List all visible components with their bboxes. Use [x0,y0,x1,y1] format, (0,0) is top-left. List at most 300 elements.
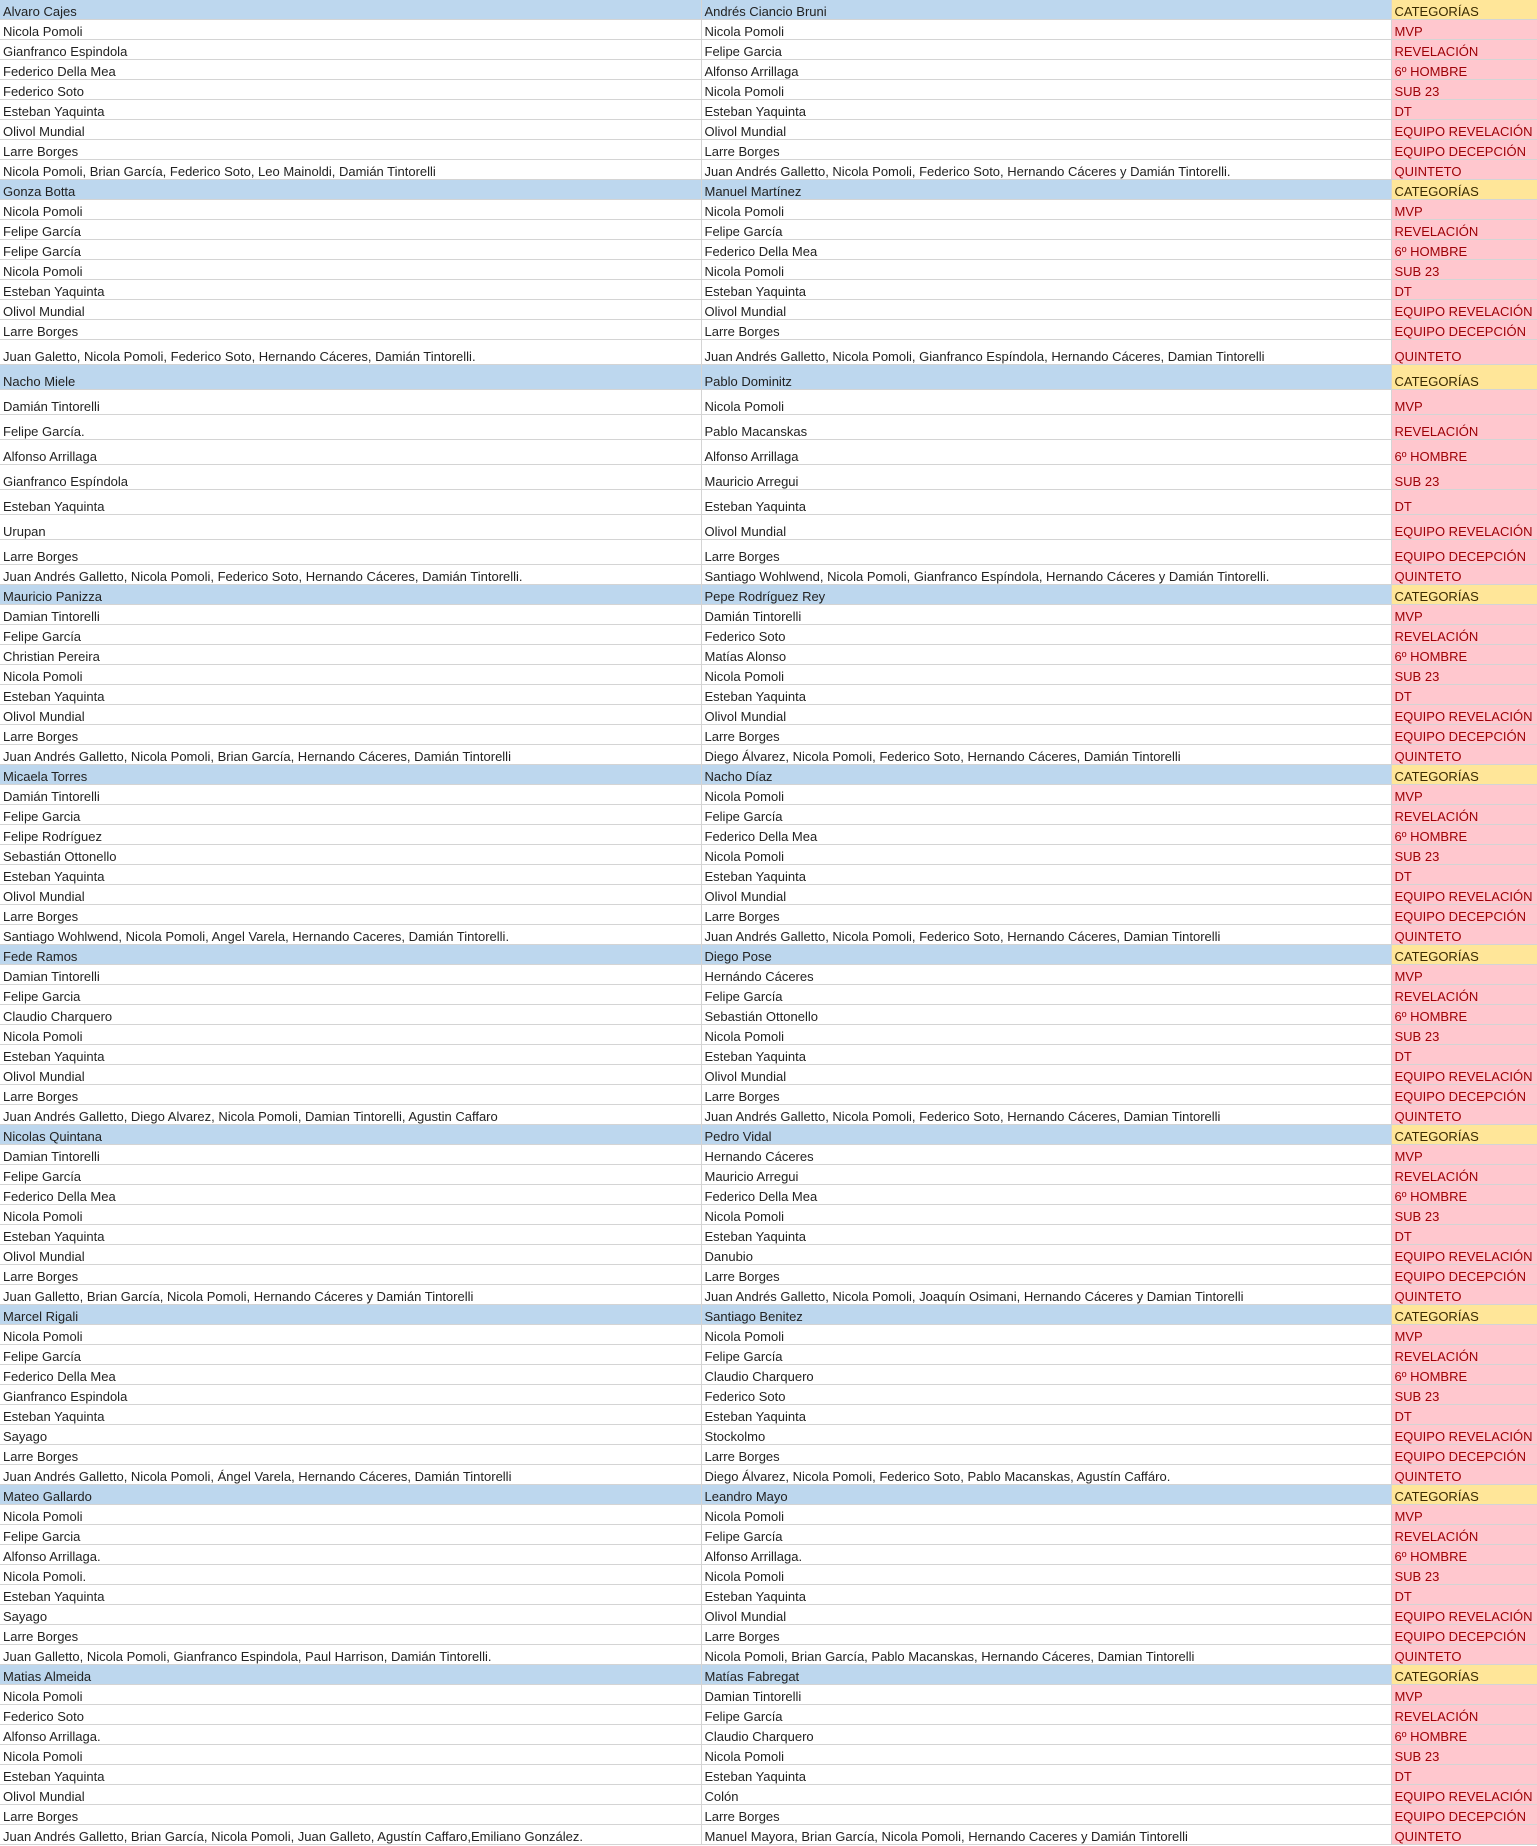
voter-name-cell[interactable]: Matías Fabregat [701,1665,1391,1685]
vote-cell[interactable]: Danubio [701,1245,1391,1265]
vote-cell[interactable]: Nicola Pomoli [701,390,1391,415]
vote-row [0,1605,1537,1625]
vote-cell[interactable]: Olivol Mundial [0,705,701,725]
voter-name-cell[interactable]: Nacho Miele [0,365,701,390]
category-cell[interactable]: QUINTETO [1391,160,1537,180]
category-cell[interactable]: 6º HOMBRE [1391,645,1537,665]
vote-cell[interactable]: Felipe García. [0,415,701,440]
vote-cell[interactable]: Felipe García [701,805,1391,825]
category-cell[interactable]: REVELACIÓN [1391,985,1537,1005]
category-cell[interactable]: 6º HOMBRE [1391,1185,1537,1205]
category-cell[interactable]: EQUIPO REVELACIÓN [1391,515,1537,540]
categories-header-cell[interactable]: CATEGORÍAS [1391,765,1537,785]
vote-cell[interactable]: Urupan [0,515,701,540]
category-cell[interactable]: QUINTETO [1391,565,1537,585]
category-cell[interactable]: SUB 23 [1391,1745,1537,1765]
category-cell[interactable]: EQUIPO DECEPCIÓN [1391,905,1537,925]
category-cell[interactable]: 6º HOMBRE [1391,1725,1537,1745]
vote-cell[interactable]: Colón [701,1785,1391,1805]
category-cell[interactable]: DT [1391,1405,1537,1425]
vote-cell[interactable]: Alfonso Arrillaga [0,440,701,465]
vote-cell[interactable]: Federico Soto [701,1385,1391,1405]
vote-cell[interactable]: Stockolmo [701,1425,1391,1445]
vote-cell[interactable]: Nicola Pomoli [0,1685,701,1705]
vote-cell[interactable]: Larre Borges [701,1805,1391,1825]
vote-cell[interactable]: Larre Borges [701,725,1391,745]
vote-cell[interactable]: Nicola Pomoli [701,785,1391,805]
vote-cell[interactable]: Gianfranco Espindola [0,1385,701,1405]
vote-cell[interactable]: Nicola Pomoli [701,1745,1391,1765]
vote-row [0,1565,1537,1585]
vote-cell[interactable]: Esteban Yaquinta [701,1225,1391,1245]
category-cell[interactable]: EQUIPO DECEPCIÓN [1391,1445,1537,1465]
voter-name-cell[interactable]: Pepe Rodríguez Rey [701,585,1391,605]
vote-cell[interactable]: Felipe García [0,1165,701,1185]
vote-row [0,1725,1537,1745]
category-cell[interactable]: 6º HOMBRE [1391,1365,1537,1385]
category-cell[interactable]: SUB 23 [1391,1385,1537,1405]
vote-cell[interactable]: Sayago [0,1425,701,1445]
vote-row [0,1545,1537,1565]
categories-header-cell[interactable]: CATEGORÍAS [1391,365,1537,390]
vote-row [0,280,1537,300]
vote-cell[interactable]: Juan Andrés Galletto, Nicola Pomoli, Federico Soto, Hernando Cáceres, Damian Tintorelli [701,925,1391,945]
vote-cell[interactable]: Larre Borges [0,1445,701,1465]
voter-name-cell[interactable]: Pedro Vidal [701,1125,1391,1145]
category-cell[interactable]: SUB 23 [1391,1565,1537,1585]
vote-cell[interactable]: Nicola Pomoli. [0,1565,701,1585]
category-cell[interactable]: MVP [1391,1505,1537,1525]
vote-cell[interactable]: Claudio Charquero [701,1725,1391,1745]
vote-cell[interactable]: Felipe Rodríguez [0,825,701,845]
vote-cell[interactable]: Sayago [0,1605,701,1625]
vote-cell[interactable]: Olivol Mundial [701,705,1391,725]
category-cell[interactable]: REVELACIÓN [1391,415,1537,440]
vote-cell[interactable]: Esteban Yaquinta [701,1765,1391,1785]
vote-cell[interactable]: Juan Andrés Galletto, Nicola Pomoli, Federico Soto, Hernando Cáceres y Damián Tintorelli. [701,160,1391,180]
vote-cell[interactable]: Olivol Mundial [701,1065,1391,1085]
vote-cell[interactable]: Alfonso Arrillaga. [0,1545,701,1565]
vote-cell[interactable]: Esteban Yaquinta [0,490,701,515]
voter-name-cell[interactable]: Marcel Rigali [0,1305,701,1325]
vote-cell[interactable]: Felipe García [0,240,701,260]
vote-cell[interactable]: Nicola Pomoli [0,665,701,685]
vote-cell[interactable]: Claudio Charquero [701,1365,1391,1385]
category-cell[interactable]: EQUIPO REVELACIÓN [1391,300,1537,320]
vote-cell[interactable]: Felipe Garcia [0,985,701,1005]
vote-cell[interactable]: Larre Borges [701,1445,1391,1465]
vote-cell[interactable]: Nicola Pomoli [701,1205,1391,1225]
vote-cell[interactable]: Sebastián Ottonello [0,845,701,865]
voter-header-row [0,1485,1537,1505]
vote-cell[interactable]: Nicola Pomoli [701,845,1391,865]
vote-cell[interactable]: Esteban Yaquinta [0,865,701,885]
voter-name-cell[interactable]: Manuel Martínez [701,180,1391,200]
category-cell[interactable]: 6º HOMBRE [1391,60,1537,80]
vote-cell[interactable]: Olivol Mundial [0,885,701,905]
vote-cell[interactable]: Larre Borges [701,1265,1391,1285]
vote-cell[interactable]: Larre Borges [0,905,701,925]
category-cell[interactable]: MVP [1391,1145,1537,1165]
category-cell[interactable]: QUINTETO [1391,1465,1537,1485]
vote-cell[interactable]: Nicola Pomoli [701,260,1391,280]
vote-cell[interactable]: Nicola Pomoli [701,80,1391,100]
category-cell[interactable]: EQUIPO REVELACIÓN [1391,885,1537,905]
vote-cell[interactable]: Larre Borges [701,140,1391,160]
vote-cell[interactable]: Esteban Yaquinta [701,685,1391,705]
voter-name-cell[interactable]: Alvaro Cajes [0,0,701,20]
vote-cell[interactable]: Juan Andrés Galletto, Nicola Pomoli, Ángel Varela, Hernando Cáceres, Damián Tintorelli [0,1465,701,1485]
category-cell[interactable]: DT [1391,1045,1537,1065]
vote-cell[interactable]: Hernando Cáceres [701,1145,1391,1165]
category-cell[interactable]: 6º HOMBRE [1391,825,1537,845]
vote-cell[interactable]: Nicola Pomoli [0,1205,701,1225]
category-cell[interactable]: SUB 23 [1391,1205,1537,1225]
vote-cell[interactable]: Hernándo Cáceres [701,965,1391,985]
vote-row [0,1145,1537,1165]
vote-cell[interactable]: Federico Soto [701,625,1391,645]
category-cell[interactable]: SUB 23 [1391,1025,1537,1045]
vote-cell[interactable]: Larre Borges [0,140,701,160]
vote-row [0,1205,1537,1225]
category-cell[interactable]: DT [1391,1765,1537,1785]
vote-cell[interactable]: Nicola Pomoli [0,1505,701,1525]
vote-cell[interactable]: Larre Borges [701,1625,1391,1645]
vote-cell[interactable]: Nicola Pomoli [701,665,1391,685]
vote-cell[interactable]: Larre Borges [0,540,701,565]
vote-row [0,515,1537,540]
category-cell[interactable]: MVP [1391,1325,1537,1345]
vote-cell[interactable]: Felipe García [701,220,1391,240]
vote-cell[interactable]: Juan Andrés Galletto, Nicola Pomoli, Federico Soto, Hernando Cáceres, Damián Tintorelli. [0,565,701,585]
category-cell[interactable]: EQUIPO REVELACIÓN [1391,1245,1537,1265]
category-cell[interactable]: DT [1391,280,1537,300]
vote-cell[interactable]: Alfonso Arrillaga. [701,1545,1391,1565]
category-cell[interactable]: REVELACIÓN [1391,805,1537,825]
category-cell[interactable]: MVP [1391,965,1537,985]
vote-cell[interactable]: Mauricio Arregui [701,465,1391,490]
vote-row [0,1385,1537,1405]
vote-cell[interactable]: Juan Andrés Galletto, Nicola Pomoli, Brian García, Hernando Cáceres, Damián Tintorelli [0,745,701,765]
voter-name-cell[interactable]: Pablo Dominitz [701,365,1391,390]
vote-cell[interactable]: Nicola Pomoli [701,200,1391,220]
category-cell[interactable]: DT [1391,1585,1537,1605]
vote-cell[interactable]: Felipe Garcia [701,40,1391,60]
vote-cell[interactable]: Esteban Yaquinta [0,100,701,120]
vote-cell[interactable]: Federico Soto [0,80,701,100]
vote-cell[interactable]: Federico Della Mea [0,1365,701,1385]
vote-cell[interactable]: Nicola Pomoli [0,260,701,280]
voter-name-cell[interactable]: Nacho Díaz [701,765,1391,785]
vote-cell[interactable]: Esteban Yaquinta [0,1405,701,1425]
category-cell[interactable]: EQUIPO DECEPCIÓN [1391,140,1537,160]
vote-cell[interactable]: Olivol Mundial [0,300,701,320]
vote-cell[interactable]: Larre Borges [0,725,701,745]
vote-cell[interactable]: Juan Galletto, Nicola Pomoli, Gianfranco Espindola, Paul Harrison, Damián Tintorelli. [0,1645,701,1665]
vote-cell[interactable]: Nicola Pomoli [0,1325,701,1345]
categories-header-cell[interactable]: CATEGORÍAS [1391,1665,1537,1685]
vote-cell[interactable]: Felipe García [0,220,701,240]
category-cell[interactable]: DT [1391,865,1537,885]
vote-row [0,1245,1537,1265]
vote-cell[interactable]: Larre Borges [701,320,1391,340]
vote-cell[interactable]: Nicola Pomoli, Brian García, Pablo Macanskas, Hernando Cáceres, Damian Tintorelli [701,1645,1391,1665]
vote-cell[interactable]: Larre Borges [0,1805,701,1825]
vote-cell[interactable]: Larre Borges [0,1625,701,1645]
vote-cell[interactable]: Federico Soto [0,1705,701,1725]
vote-cell[interactable]: Diego Álvarez, Nicola Pomoli, Federico Soto, Pablo Macanskas, Agustín Caffáro. [701,1465,1391,1485]
category-cell[interactable]: EQUIPO DECEPCIÓN [1391,1625,1537,1645]
vote-cell[interactable]: Juan Galetto, Nicola Pomoli, Federico Soto, Hernando Cáceres, Damián Tintorelli. [0,340,701,365]
vote-cell[interactable]: Felipe Garcia [0,805,701,825]
vote-row [0,1465,1537,1485]
vote-row [0,60,1537,80]
vote-cell[interactable]: Damián Tintorelli [701,605,1391,625]
vote-row [0,745,1537,765]
category-cell[interactable]: SUB 23 [1391,845,1537,865]
category-cell[interactable]: REVELACIÓN [1391,1165,1537,1185]
vote-cell[interactable]: Larre Borges [701,540,1391,565]
vote-cell[interactable]: Juan Andrés Galletto, Brian García, Nicola Pomoli, Juan Galleto, Agustín Caffaro,Emiliano González. [0,1825,701,1845]
category-cell[interactable]: MVP [1391,390,1537,415]
category-cell[interactable]: MVP [1391,785,1537,805]
vote-cell[interactable]: Felipe García [701,985,1391,1005]
category-cell[interactable]: EQUIPO REVELACIÓN [1391,1605,1537,1625]
vote-cell[interactable]: Federico Della Mea [701,1185,1391,1205]
vote-row [0,1525,1537,1545]
vote-cell[interactable]: Damian Tintorelli [701,1685,1391,1705]
voter-name-cell[interactable]: Diego Pose [701,945,1391,965]
category-cell[interactable]: DT [1391,685,1537,705]
vote-cell[interactable]: Olivol Mundial [701,1605,1391,1625]
vote-cell[interactable]: Alfonso Arrillaga [701,60,1391,80]
vote-cell[interactable]: Pablo Macanskas [701,415,1391,440]
categories-header-cell[interactable]: CATEGORÍAS [1391,945,1537,965]
category-cell[interactable]: QUINTETO [1391,925,1537,945]
category-cell[interactable]: MVP [1391,20,1537,40]
category-cell[interactable]: REVELACIÓN [1391,1705,1537,1725]
vote-cell[interactable]: Esteban Yaquinta [0,280,701,300]
category-cell[interactable]: QUINTETO [1391,1645,1537,1665]
vote-cell[interactable]: Esteban Yaquinta [701,1405,1391,1425]
category-cell[interactable]: EQUIPO DECEPCIÓN [1391,1265,1537,1285]
voter-name-cell[interactable]: Leandro Mayo [701,1485,1391,1505]
vote-cell[interactable]: Alfonso Arrillaga [701,440,1391,465]
vote-cell[interactable]: Damian Tintorelli [0,965,701,985]
vote-cell[interactable]: Matías Alonso [701,645,1391,665]
voter-name-cell[interactable]: Gonza Botta [0,180,701,200]
category-cell[interactable]: EQUIPO REVELACIÓN [1391,1065,1537,1085]
category-cell[interactable]: QUINTETO [1391,1105,1537,1125]
vote-row [0,725,1537,745]
category-cell[interactable]: SUB 23 [1391,80,1537,100]
vote-cell[interactable]: Juan Andrés Galletto, Diego Alvarez, Nicola Pomoli, Damian Tintorelli, Agustin Caffaro [0,1105,701,1125]
category-cell[interactable]: SUB 23 [1391,665,1537,685]
category-cell[interactable]: 6º HOMBRE [1391,440,1537,465]
voter-name-cell[interactable]: Micaela Torres [0,765,701,785]
vote-cell[interactable]: Juan Andrés Galletto, Nicola Pomoli, Joaquín Osimani, Hernando Cáceres y Damian Tintorelli [701,1285,1391,1305]
vote-cell[interactable]: Esteban Yaquinta [0,1585,701,1605]
category-cell[interactable]: EQUIPO REVELACIÓN [1391,705,1537,725]
voter-header-row [0,0,1537,20]
vote-cell[interactable]: Felipe Garcia [0,1525,701,1545]
vote-cell[interactable]: Christian Pereira [0,645,701,665]
category-cell[interactable]: QUINTETO [1391,745,1537,765]
vote-cell[interactable]: Damián Tintorelli [0,785,701,805]
vote-row [0,625,1537,645]
vote-cell[interactable]: Diego Álvarez, Nicola Pomoli, Federico Soto, Hernando Cáceres, Damián Tintorelli [701,745,1391,765]
category-cell[interactable]: SUB 23 [1391,260,1537,280]
vote-cell[interactable]: Olivol Mundial [0,120,701,140]
vote-row [0,415,1537,440]
category-cell[interactable]: 6º HOMBRE [1391,1545,1537,1565]
voter-name-cell[interactable]: Mauricio Panizza [0,585,701,605]
vote-cell[interactable]: Nicola Pomoli, Brian García, Federico Soto, Leo Mainoldi, Damián Tintorelli [0,160,701,180]
vote-cell[interactable]: Damian Tintorelli [0,1145,701,1165]
category-cell[interactable]: QUINTETO [1391,340,1537,365]
vote-row [0,805,1537,825]
vote-cell[interactable]: Nicola Pomoli [0,200,701,220]
vote-cell[interactable]: Larre Borges [0,1265,701,1285]
vote-cell[interactable]: Olivol Mundial [701,120,1391,140]
category-cell[interactable]: REVELACIÓN [1391,625,1537,645]
vote-cell[interactable]: Manuel Mayora, Brian García, Nicola Pomoli, Hernando Caceres y Damián Tintorelli [701,1825,1391,1845]
vote-cell[interactable]: Esteban Yaquinta [701,280,1391,300]
category-cell[interactable]: EQUIPO REVELACIÓN [1391,120,1537,140]
vote-row [0,1185,1537,1205]
category-cell[interactable]: MVP [1391,200,1537,220]
vote-cell[interactable]: Sebastián Ottonello [701,1005,1391,1025]
category-cell[interactable]: EQUIPO DECEPCIÓN [1391,725,1537,745]
vote-cell[interactable]: Nicola Pomoli [701,1505,1391,1525]
category-cell[interactable]: DT [1391,100,1537,120]
category-cell[interactable]: 6º HOMBRE [1391,1005,1537,1025]
vote-cell[interactable]: Juan Galletto, Brian García, Nicola Pomoli, Hernando Cáceres y Damián Tintorelli [0,1285,701,1305]
vote-cell[interactable]: Nicola Pomoli [701,1325,1391,1345]
vote-cell[interactable]: Juan Andrés Galletto, Nicola Pomoli, Gianfranco Espíndola, Hernando Cáceres, Damian Tintorelli [701,340,1391,365]
category-cell[interactable]: QUINTETO [1391,1285,1537,1305]
vote-cell[interactable]: Olivol Mundial [0,1785,701,1805]
vote-cell[interactable]: Larre Borges [0,1085,701,1105]
vote-cell[interactable]: Gianfranco Espíndola [0,465,701,490]
category-cell[interactable]: QUINTETO [1391,1825,1537,1845]
voter-name-cell[interactable]: Nicolas Quintana [0,1125,701,1145]
vote-row [0,1365,1537,1385]
category-cell[interactable]: DT [1391,490,1537,515]
voter-name-cell[interactable]: Mateo Gallardo [0,1485,701,1505]
vote-cell[interactable]: Olivol Mundial [701,515,1391,540]
vote-row [0,140,1537,160]
category-cell[interactable]: EQUIPO DECEPCIÓN [1391,1805,1537,1825]
category-cell[interactable]: SUB 23 [1391,465,1537,490]
vote-cell[interactable]: Federico Della Mea [701,825,1391,845]
category-cell[interactable]: EQUIPO REVELACIÓN [1391,1785,1537,1805]
vote-cell[interactable]: Claudio Charquero [0,1005,701,1025]
categories-header-cell[interactable]: CATEGORÍAS [1391,585,1537,605]
categories-header-cell[interactable]: CATEGORÍAS [1391,1305,1537,1325]
vote-cell[interactable]: Felipe García [701,1525,1391,1545]
vote-row [0,1025,1537,1045]
vote-row [0,440,1537,465]
vote-cell[interactable]: Santiago Wohlwend, Nicola Pomoli, Gianfranco Espíndola, Hernando Cáceres y Damián Tintorelli. [701,565,1391,585]
category-cell[interactable]: EQUIPO DECEPCIÓN [1391,540,1537,565]
vote-row [0,1005,1537,1025]
vote-cell[interactable]: Federico Della Mea [701,240,1391,260]
category-cell[interactable]: REVELACIÓN [1391,1345,1537,1365]
categories-header-cell[interactable]: CATEGORÍAS [1391,0,1537,20]
category-cell[interactable]: EQUIPO DECEPCIÓN [1391,1085,1537,1105]
categories-header-cell[interactable]: CATEGORÍAS [1391,180,1537,200]
vote-cell[interactable]: Mauricio Arregui [701,1165,1391,1185]
vote-cell[interactable]: Nicola Pomoli [0,1745,701,1765]
voter-name-cell[interactable]: Fede Ramos [0,945,701,965]
category-cell[interactable]: MVP [1391,605,1537,625]
category-cell[interactable]: REVELACIÓN [1391,40,1537,60]
vote-cell[interactable]: Nicola Pomoli [701,1025,1391,1045]
vote-cell[interactable]: Larre Borges [0,320,701,340]
vote-row [0,1645,1537,1665]
vote-cell[interactable]: Olivol Mundial [0,1245,701,1265]
vote-cell[interactable]: Nicola Pomoli [0,1025,701,1045]
vote-cell[interactable]: Esteban Yaquinta [0,685,701,705]
vote-cell[interactable]: Esteban Yaquinta [701,1585,1391,1605]
category-cell[interactable]: EQUIPO DECEPCIÓN [1391,320,1537,340]
category-cell[interactable]: MVP [1391,1685,1537,1705]
vote-cell[interactable]: Esteban Yaquinta [701,100,1391,120]
voter-name-cell[interactable]: Andrés Ciancio Bruni [701,0,1391,20]
vote-cell[interactable]: Federico Della Mea [0,1185,701,1205]
vote-cell[interactable]: Felipe García [0,625,701,645]
vote-cell[interactable]: Esteban Yaquinta [0,1225,701,1245]
vote-cell[interactable]: Esteban Yaquinta [701,490,1391,515]
vote-cell[interactable]: Esteban Yaquinta [0,1765,701,1785]
vote-cell[interactable]: Nicola Pomoli [0,20,701,40]
vote-row [0,825,1537,845]
vote-cell[interactable]: Damián Tintorelli [0,390,701,415]
vote-cell[interactable]: Nicola Pomoli [701,1565,1391,1585]
categories-header-cell[interactable]: CATEGORÍAS [1391,1125,1537,1145]
vote-cell[interactable]: Alfonso Arrillaga. [0,1725,701,1745]
category-cell[interactable]: 6º HOMBRE [1391,240,1537,260]
vote-cell[interactable]: Juan Andrés Galletto, Nicola Pomoli, Federico Soto, Hernando Cáceres, Damian Tintorelli [701,1105,1391,1125]
vote-row [0,1685,1537,1705]
vote-cell[interactable]: Esteban Yaquinta [701,1045,1391,1065]
vote-cell[interactable]: Nicola Pomoli [701,20,1391,40]
vote-cell[interactable]: Damian Tintorelli [0,605,701,625]
category-cell[interactable]: DT [1391,1225,1537,1245]
category-cell[interactable]: REVELACIÓN [1391,1525,1537,1545]
vote-row [0,260,1537,280]
vote-cell[interactable]: Gianfranco Espindola [0,40,701,60]
category-cell[interactable]: REVELACIÓN [1391,220,1537,240]
voter-name-cell[interactable]: Matias Almeida [0,1665,701,1685]
vote-cell[interactable]: Larre Borges [701,1085,1391,1105]
vote-cell[interactable]: Olivol Mundial [701,885,1391,905]
voter-name-cell[interactable]: Santiago Benitez [701,1305,1391,1325]
vote-cell[interactable]: Esteban Yaquinta [701,865,1391,885]
vote-cell[interactable]: Felipe García [701,1705,1391,1725]
vote-cell[interactable]: Olivol Mundial [0,1065,701,1085]
vote-cell[interactable]: Larre Borges [701,905,1391,925]
vote-cell[interactable]: Santiago Wohlwend, Nicola Pomoli, Angel Varela, Hernando Caceres, Damián Tintorelli. [0,925,701,945]
vote-cell[interactable]: Felipe García [0,1345,701,1365]
vote-cell[interactable]: Olivol Mundial [701,300,1391,320]
vote-cell[interactable]: Federico Della Mea [0,60,701,80]
vote-cell[interactable]: Felipe García [701,1345,1391,1365]
category-cell[interactable]: EQUIPO REVELACIÓN [1391,1425,1537,1445]
categories-header-cell[interactable]: CATEGORÍAS [1391,1485,1537,1505]
vote-cell[interactable]: Esteban Yaquinta [0,1045,701,1065]
